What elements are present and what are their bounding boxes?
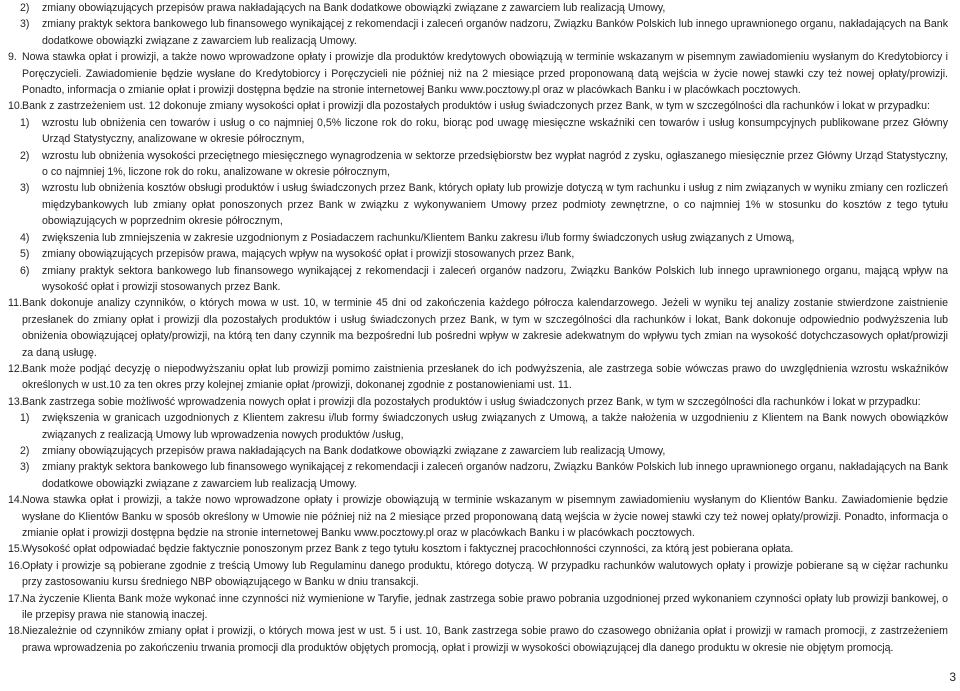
list-item (8, 492, 948, 541)
item-text: Bank zastrzega sobie możliwość wprowadzenia nowych opłat i prowizji dla pozostałych produktów i usług świadczonych przez Bank, w tym w szczególności dla rachunków i lokat w przypadku: (22, 395, 921, 408)
item-text: Opłaty i prowizje są pobierane zgodnie z treścią Umowy lub Regulaminu danego produktu, którego dotyczą. W przypadku rachunków walutowych opłaty i prowizje pobierane są w ciężar rachunku przy zastosowaniu kursu średniego NBP obowiązującego w Banku w dniu transakcji. (22, 559, 948, 589)
list-subitem (8, 115, 948, 148)
list-subitem (8, 16, 948, 49)
item-text: Niezależnie od czynników zmiany opłat i prowizji, o których mowa jest w ust. 5 i ust. 10, Bank zastrzega sobie prawo do czasowego obniżania opłat i prowizji w ramach promocji, z zastrzeżeniem prawa wprowadzenia po zakończeniu trwania promocji dla produktów objętych promocją, opłat i prowizji w wysokości obowiązującej dla danego produktu w okresie nie objętym promocją. (22, 625, 948, 654)
item-text: zmiany praktyk sektora bankowego lub finansowego wynikającej z rekomendacji i zaleceń organów nadzoru, Związku Banków Polskich lub innego uprawnionego organu, nakładających na Bank dodatkowe obowiązki związane z zawarciem lub realizacją Umowy. (42, 18, 948, 47)
item-number: 18. (8, 625, 23, 638)
list-subitem (8, 263, 948, 296)
item-number: 4) (20, 231, 30, 244)
item-number: 2) (20, 149, 30, 162)
item-text: zmiany praktyk sektora bankowego lub finansowego wynikającej z rekomendacji i zaleceń organów nadzoru, Związku Banków Polskich lub innego uprawnionego organu, mającą wpływ na wysokość opłat i prowizji stosowanych przez Bank. (42, 264, 948, 293)
item-number: 16. (8, 559, 23, 572)
item-text: Nowa stawka opłat i prowizji, a także nowo wprowadzone opłaty i prowizje obowiązują w terminie wskazanym w pisemnym zawiadomieniu wysłanym do Klientów Banku. Zawiadomienie będzie wysłane do Klientów Banku w sposób określony w Umowie nie później niż na 2 miesiące przed proponowaną datą wejścia w życie nowej stawki czy też nowej opłaty/prowizji. Ponadto, informacja o zmianie opłat i prowizji dostępna będzie na stronie internetowej Banku www.pocztowy.pl oraz w placówkach Banku i w placówkach pocztowych. (22, 494, 948, 539)
document-body (8, 0, 948, 656)
item-number: 5) (20, 248, 30, 261)
item-text: zmiany obowiązujących przepisów prawa nakładających na Bank dodatkowe obowiązki związane z zawarciem lub realizacją Umowy, (42, 444, 666, 457)
item-number: 13. (8, 395, 23, 408)
item-text: Bank może podjąć decyzję o niepodwyższaniu opłat lub prowizji pomimo zaistnienia przesłanek do ich podwyższenia, ale zastrzega sobie wówczas prawo do uwzględnienia wzrostu wskaźników określonych w ust.10 za ten okres przy kolejnej zmianie opłat /prowizji, dokonanej zgodnie z postanowieniami ust. 11. (22, 362, 948, 392)
list-subitem (8, 0, 948, 16)
item-number: 11. (8, 297, 22, 310)
list-item (8, 295, 948, 361)
list-item (8, 361, 948, 394)
list-item (8, 541, 948, 557)
item-text: wzrostu lub obniżenia cen towarów i usług o co najmniej 0,5% liczone rok do roku, biorąc pod uwagę miesięczne wskaźniki cen towarów i usług konsumpcyjnych publikowane przez Główny Urząd Statystyczny, analizowane w okresie półrocznym, (42, 116, 948, 146)
list-item (8, 98, 948, 114)
item-text: Nowa stawka opłat i prowizji, a także nowo wprowadzone opłaty i prowizje dla produktów kredytowych obowiązują w terminie wskazanym w pisemnym zawiadomieniu wysłanym do Kredytobiorcy i Poręczycieli. Zawiadomienie będzie wysłane do Kredytobiorcy i Poręczycieli nie później niż na 2 miesiące przed proponowaną datą wejścia w życie nowej stawki czy też nowej opłaty/prowizji. Ponadto, informacja o zmianie opłat i prowizji dostępna będzie na stronie internetowej Banku www.pocztowy.pl oraz w placówkach Banku i w placówkach pocztowych. (22, 51, 948, 97)
item-text: wzrostu lub obniżenia wysokości przeciętnego miesięcznego wynagrodzenia w sektorze przedsiębiorstw bez wypłat nagród z zysku, ogłaszanego miesięcznie przez Główny Urząd Statystyczny, o co najmniej 1%, liczone rok do roku, analizowane w okresie półrocznym, (42, 149, 948, 179)
item-text: zmiany obowiązujących przepisów prawa, mających wpływ na wysokość opłat i prowizji stosowanych przez Bank, (42, 248, 575, 261)
item-text: Bank z zastrzeżeniem ust. 12 dokonuje zmiany wysokości opłat i prowizji dla pozostałych produktów i usług świadczonych przez Bank, w tym w szczególności dla rachunków i lokat w przypadku: (22, 100, 930, 113)
item-number: 3) (20, 461, 30, 474)
list-item (8, 49, 948, 98)
list-subitem (8, 148, 948, 181)
list-item (8, 623, 948, 656)
item-text: Bank dokonuje analizy czynników, o których mowa w ust. 10, w terminie 45 dni od zakończenia każdego półrocza kalendarzowego. Jeżeli w wyniku tej analizy zostanie stwierdzone zaistnienie przesłanek do zmiany opłat i prowizji dla pozostałych produktów i usług świadczonych przez Bank, w tym w szczególności dla rachunków i lokat, Bank dokonuje odpowiednio podwyższenia lub obniżenia obowiązującej opłaty/prowizji, na którą ten dany czynnik ma bezpośredni lub pośredni wpływ w zakresie adekwatnym do wpływu tych zmian na wysokość dotychczasowych opłat/prowizji za daną usługę. (22, 297, 948, 359)
item-number: 2) (20, 444, 30, 457)
item-number: 2) (20, 2, 30, 14)
item-text: zmiany obowiązujących przepisów prawa nakładających na Bank dodatkowe obowiązki związane z zawarciem lub realizacją Umowy, (42, 2, 666, 14)
list-subitem (8, 230, 948, 246)
list-subitem (8, 459, 948, 492)
item-text: zwiększenia lub zmniejszenia w zakresie uzgodnionym z Posiadaczem rachunku/Klientem Banku zakresu i/lub formy świadczonych usług związanych z Umową, (42, 231, 795, 244)
list-subitem (8, 180, 948, 229)
item-text: Wysokość opłat odpowiadać będzie faktycznie ponoszonym przez Bank z tego tytułu kosztom i faktycznej pracochłonności czynności, za którą jest pobierana opłata. (22, 543, 794, 556)
item-number: 9. (8, 51, 17, 64)
item-text: zwiększenia w granicach uzgodnionych z Klientem zakresu i/lub formy świadczonych usług związanych z Umową, a także nałożenia w uzgodnieniu z Klientem na Bank nowych obowiązków związanych z realizacją Umowy lub wprowadzenia nowych produktów /usług, (42, 412, 948, 441)
list-subitem (8, 443, 948, 459)
item-number: 3) (20, 18, 30, 31)
item-text: wzrostu lub obniżenia kosztów obsługi produktów i usług świadczonych przez Bank, których opłaty lub prowizje dotyczą w tym rachunku i usług z nim związanych w wyniku zmiany cen rozliczeń międzybankowych lub zmiany opłat ponoszonych przez Bank w związku z wykonywaniem Umowy przez podmioty zewnętrzne, o co najmniej 1% w stosunku do kosztów z tego tytułu obowiązujących w poprzednim okresie półrocznym, (42, 182, 948, 228)
list-subitem (8, 410, 948, 443)
item-number: 17. (8, 592, 23, 605)
list-item (8, 591, 948, 624)
item-number: 1) (20, 412, 30, 425)
page-number: 3 (949, 669, 956, 684)
item-number: 6) (20, 264, 30, 277)
item-number: 3) (20, 182, 30, 195)
list-item (8, 558, 948, 591)
item-number: 14. (8, 494, 23, 507)
item-number: 15. (8, 543, 23, 556)
list-item (8, 394, 948, 410)
item-text: zmiany praktyk sektora bankowego lub finansowego wynikającej z rekomendacji i zaleceń organów nadzoru, Związku Banków Polskich lub innego uprawnionego organu, nakładających na Bank dodatkowe obowiązki związane z zawarciem lub realizacją Umowy. (42, 461, 948, 490)
list-subitem (8, 246, 948, 262)
item-number: 12. (8, 362, 23, 375)
item-text: Na życzenie Klienta Bank może wykonać inne czynności niż wymienione w Taryfie, jednak zastrzega sobie prawo pobrania uzgodnionej przed wykonaniem czynności opłaty lub prowizji bankowej, o ile przepisy prawa nie stanowią inaczej. (22, 592, 948, 622)
item-number: 10. (8, 100, 23, 113)
item-number: 1) (20, 116, 30, 129)
